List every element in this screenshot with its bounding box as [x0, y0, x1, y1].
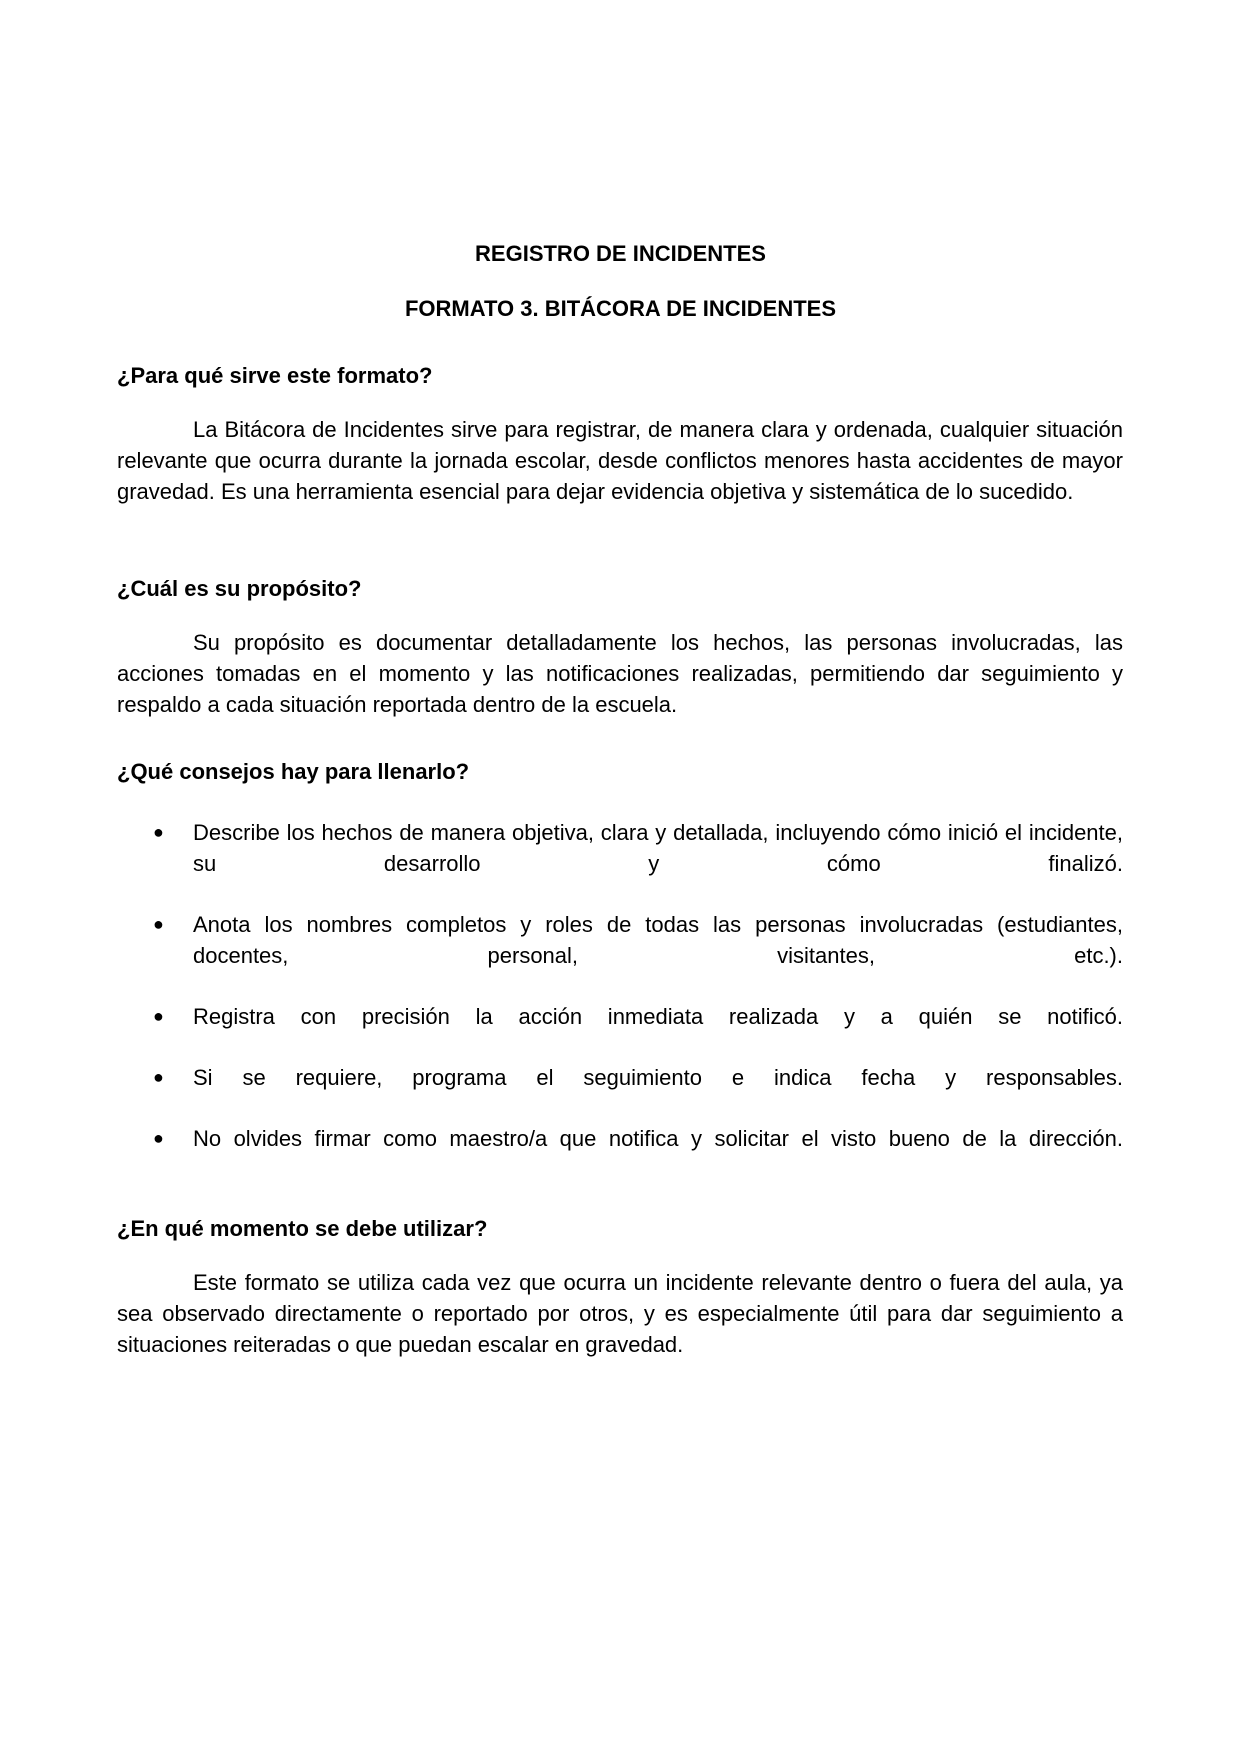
tips-list-item-text: Describe los hechos de manera objetiva, clara y detallada, incluyendo cómo inició el incidente, su desarrollo y cómo finalizó. [193, 820, 1123, 876]
bullet-icon: ● [153, 1128, 164, 1148]
tips-list-item [117, 1062, 1123, 1093]
tips-bullet-list [117, 817, 1123, 1184]
tips-list-item-text: Si se requiere, programa el seguimiento e indica fecha y responsables. [193, 1065, 1123, 1090]
bullet-icon: ● [153, 1006, 164, 1026]
section-paragraph-objective: Su propósito es documentar detalladamente los hechos, las personas involucradas, las acciones tomadas en el momento y las notificaciones realizadas, permitiendo dar seguimiento y respaldo a cada situación reportada dentro de la escuela. [117, 630, 1123, 717]
section-heading-when-to-use: ¿En qué momento se debe utilizar? [117, 1216, 488, 1241]
tips-list-item [117, 1001, 1123, 1032]
tips-list-item [117, 1123, 1123, 1154]
tips-list-item-text: No olvides firmar como maestro/a que notifica y solicitar el visto bueno de la dirección. [193, 1126, 1123, 1151]
bullet-icon: ● [153, 914, 164, 934]
document-title: REGISTRO DE INCIDENTES [475, 241, 766, 266]
section-paragraph-when-to-use: Este formato se utiliza cada vez que ocurra un incidente relevante dentro o fuera del aula, ya sea observado directamente o reportado por otros, y es especialmente útil para dar seguimiento a situaciones reiteradas o que puedan escalar en gravedad. [117, 1270, 1123, 1357]
tips-list-item [117, 909, 1123, 971]
section-heading-purpose-of-format: ¿Para qué sirve este formato? [117, 363, 433, 388]
bullet-icon: ● [153, 822, 164, 842]
bullet-icon: ● [153, 1067, 164, 1087]
tips-list-item-text: Anota los nombres completos y roles de todas las personas involucradas (estudiantes, docentes, personal, visitantes, etc.). [193, 912, 1123, 968]
tips-list-item-text: Registra con precisión la acción inmediata realizada y a quién se notificó. [193, 1004, 1123, 1029]
document-subtitle: FORMATO 3. BITÁCORA DE INCIDENTES [404, 296, 837, 321]
section-heading-tips: ¿Qué consejos hay para llenarlo? [117, 759, 470, 784]
tips-list-item [117, 817, 1123, 879]
section-paragraph-purpose-of-format: La Bitácora de Incidentes sirve para registrar, de manera clara y ordenada, cualquier situación relevante que ocurra durante la jornada escolar, desde conflictos menores hasta accidentes de mayor gravedad. Es una herramienta esencial para dejar evidencia objetiva y sistemática de lo sucedido. [117, 417, 1123, 504]
section-heading-objective: ¿Cuál es su propósito? [117, 576, 362, 601]
